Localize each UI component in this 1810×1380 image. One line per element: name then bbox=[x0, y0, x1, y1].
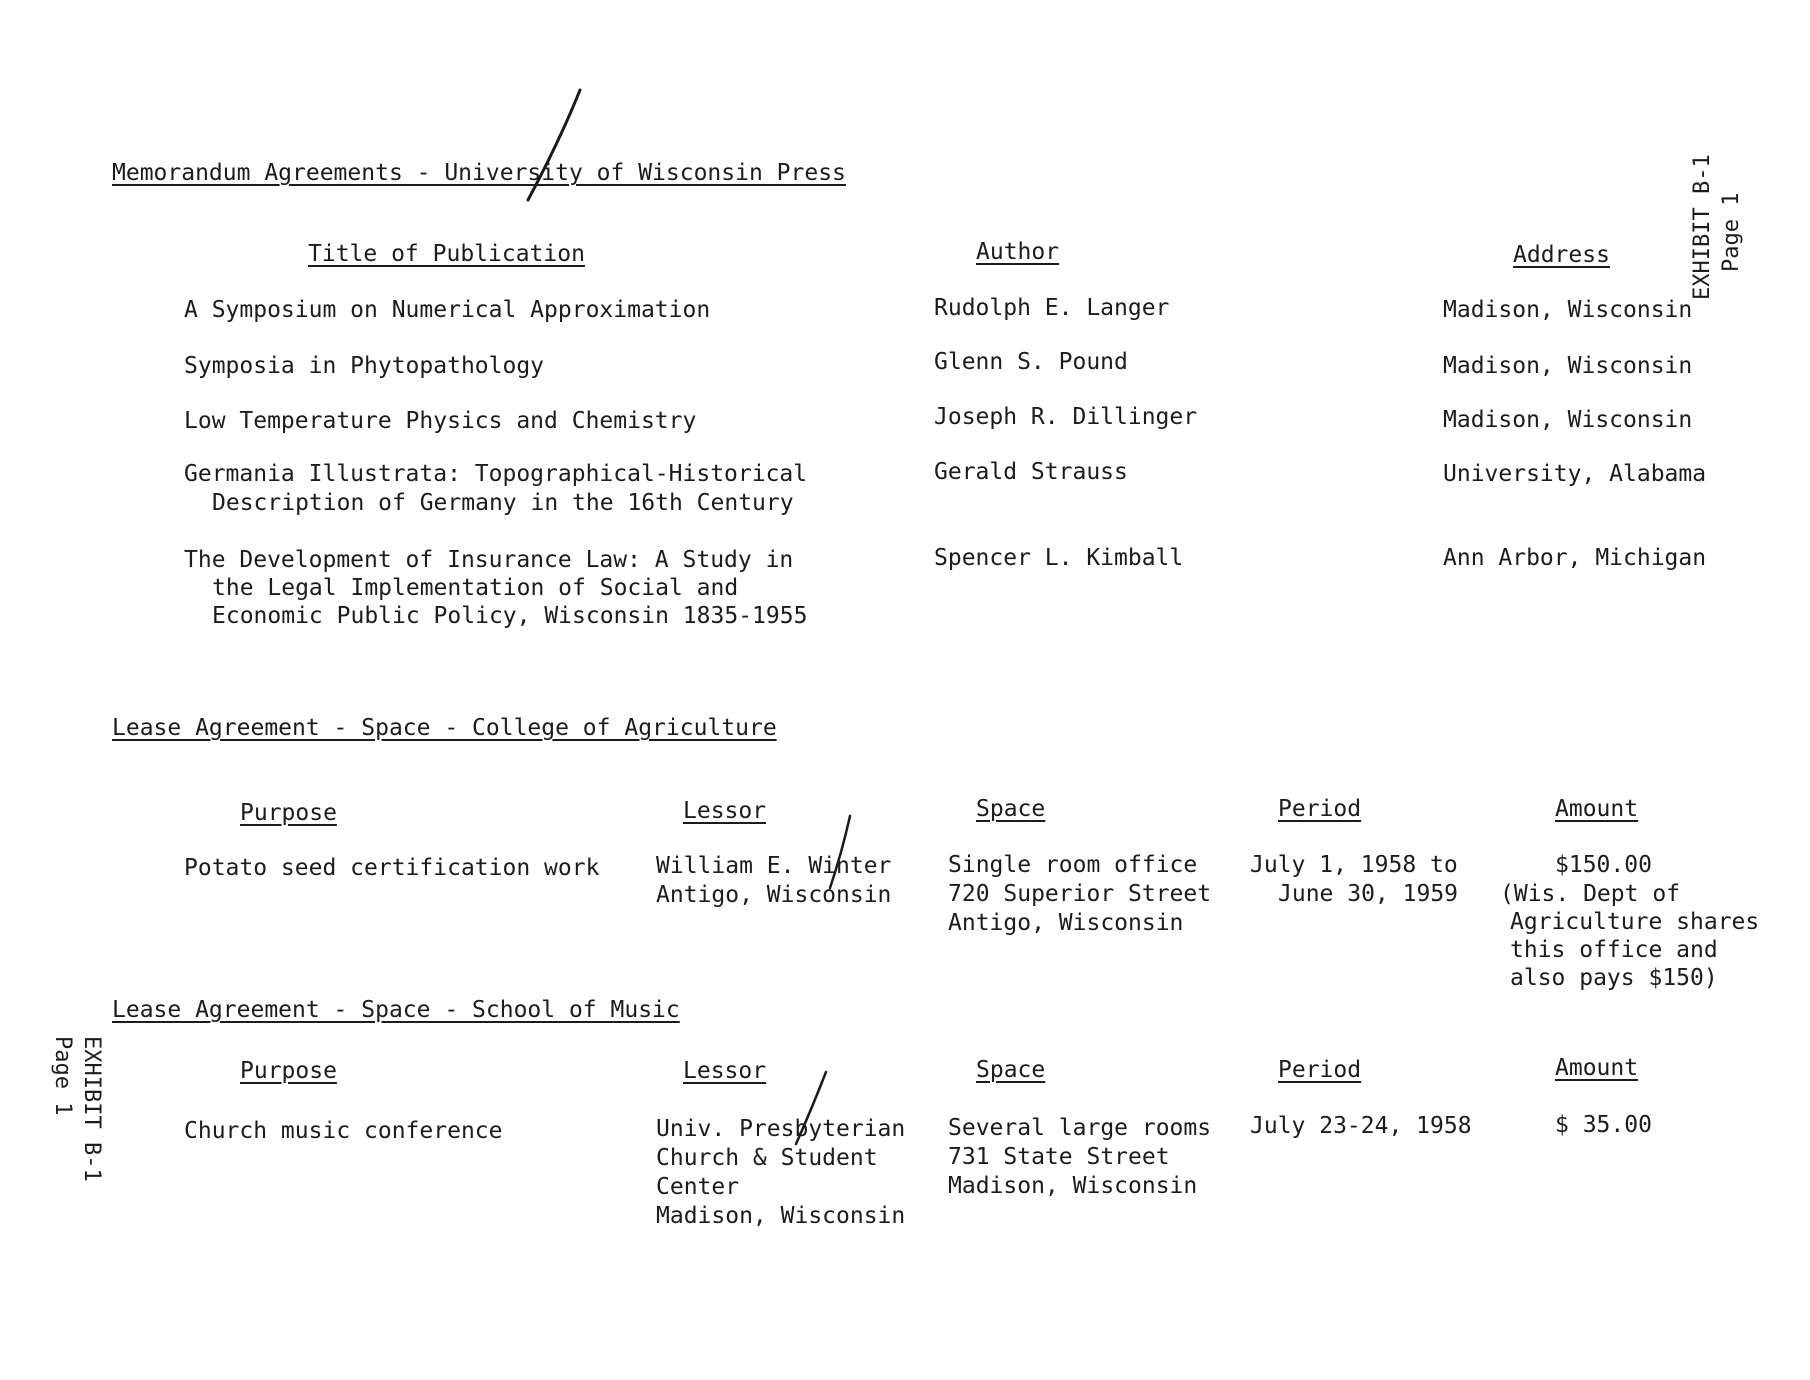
col-header-period: Period bbox=[1278, 1057, 1362, 1083]
col-header-purpose: Purpose bbox=[240, 800, 337, 826]
lease-space-line: Madison, Wisconsin bbox=[948, 1173, 1198, 1199]
publication-address: Madison, Wisconsin bbox=[1443, 407, 1693, 433]
col-header-period: Period bbox=[1278, 796, 1362, 822]
lease-lessor-name: William E. Winter bbox=[656, 853, 892, 879]
amount-note-line: Agriculture shares bbox=[1510, 909, 1760, 935]
lease-space-line: Antigo, Wisconsin bbox=[948, 910, 1184, 936]
col-header-title: Title of Publication bbox=[308, 241, 585, 267]
lease-space-line: 720 Superior Street bbox=[948, 881, 1212, 907]
col-header-author: Author bbox=[976, 239, 1060, 265]
lease-period-start: July 1, 1958 to bbox=[1250, 852, 1458, 878]
publication-author: Rudolph E. Langer bbox=[934, 295, 1170, 321]
handwritten-check-mark bbox=[782, 1068, 832, 1148]
section1-heading: Memorandum Agreements - University of Wisconsin Press bbox=[112, 160, 846, 186]
publication-address: University, Alabama bbox=[1443, 461, 1707, 487]
exhibit-label-bottom-left bbox=[48, 1036, 106, 1206]
lease-lessor-line: Church & Student bbox=[656, 1145, 878, 1171]
exhibit-label-top-right bbox=[1688, 130, 1746, 300]
lease-period-end: June 30, 1959 bbox=[1278, 881, 1459, 907]
col-header-lessor: Lessor bbox=[683, 1058, 767, 1084]
publication-title: Low Temperature Physics and Chemistry bbox=[184, 408, 697, 434]
lease-lessor-line: Center bbox=[656, 1174, 740, 1200]
publication-title: Germania Illustrata: Topographical-Historical bbox=[184, 461, 808, 487]
col-header-amount: Amount bbox=[1555, 1055, 1639, 1081]
col-header-lessor: Lessor bbox=[683, 798, 767, 824]
publication-address: Madison, Wisconsin bbox=[1443, 297, 1693, 323]
publication-title-cont: the Legal Implementation of Social and bbox=[212, 575, 739, 601]
exhibit-label-line2: Page 1 bbox=[1719, 192, 1744, 272]
section2-heading: Lease Agreement - Space - College of Agriculture bbox=[112, 715, 777, 741]
col-header-purpose: Purpose bbox=[240, 1058, 337, 1084]
publication-author: Glenn S. Pound bbox=[934, 349, 1128, 375]
exhibit-label-line1: EXHIBIT B-1 bbox=[1690, 154, 1715, 300]
lease-amount: $ 35.00 bbox=[1555, 1112, 1652, 1138]
publication-title-cont: Economic Public Policy, Wisconsin 1835-1955 bbox=[212, 603, 808, 629]
lease-purpose: Church music conference bbox=[184, 1118, 503, 1144]
publication-address: Madison, Wisconsin bbox=[1443, 353, 1693, 379]
handwritten-check-mark bbox=[510, 85, 590, 205]
lease-period: July 23-24, 1958 bbox=[1250, 1113, 1472, 1139]
lease-space-line: Single room office bbox=[948, 852, 1198, 878]
publication-title: Symposia in Phytopathology bbox=[184, 353, 545, 379]
amount-note-line: (Wis. Dept of bbox=[1500, 881, 1681, 907]
col-header-address: Address bbox=[1513, 242, 1610, 268]
lease-space-line: 731 State Street bbox=[948, 1144, 1170, 1170]
lease-amount-note bbox=[1500, 880, 1759, 992]
col-header-amount: Amount bbox=[1555, 796, 1639, 822]
publication-title-cont: Description of Germany in the 16th Century bbox=[212, 490, 794, 516]
amount-note-line: this office and bbox=[1510, 937, 1718, 963]
lease-amount: $150.00 bbox=[1555, 852, 1652, 878]
publication-address: Ann Arbor, Michigan bbox=[1443, 545, 1707, 571]
col-header-space: Space bbox=[976, 796, 1046, 822]
handwritten-check-mark bbox=[820, 812, 860, 892]
amount-note-line: also pays $150) bbox=[1510, 965, 1718, 991]
exhibit-label-line1: EXHIBIT B-1 bbox=[79, 1036, 104, 1182]
publication-title: A Symposium on Numerical Approximation bbox=[184, 297, 711, 323]
publication-author: Spencer L. Kimball bbox=[934, 545, 1184, 571]
lease-purpose: Potato seed certification work bbox=[184, 855, 600, 881]
lease-lessor-line: Madison, Wisconsin bbox=[656, 1203, 906, 1229]
exhibit-label-line2: Page 1 bbox=[50, 1036, 75, 1116]
publication-author: Gerald Strauss bbox=[934, 459, 1128, 485]
section3-heading: Lease Agreement - Space - School of Music bbox=[112, 997, 680, 1023]
lease-lessor-line: Univ. Presbyterian bbox=[656, 1116, 906, 1142]
lease-space-line: Several large rooms bbox=[948, 1115, 1212, 1141]
lease-lessor-city: Antigo, Wisconsin bbox=[656, 882, 892, 908]
col-header-space: Space bbox=[976, 1057, 1046, 1083]
publication-author: Joseph R. Dillinger bbox=[934, 404, 1198, 430]
publication-title: The Development of Insurance Law: A Study in bbox=[184, 547, 794, 573]
